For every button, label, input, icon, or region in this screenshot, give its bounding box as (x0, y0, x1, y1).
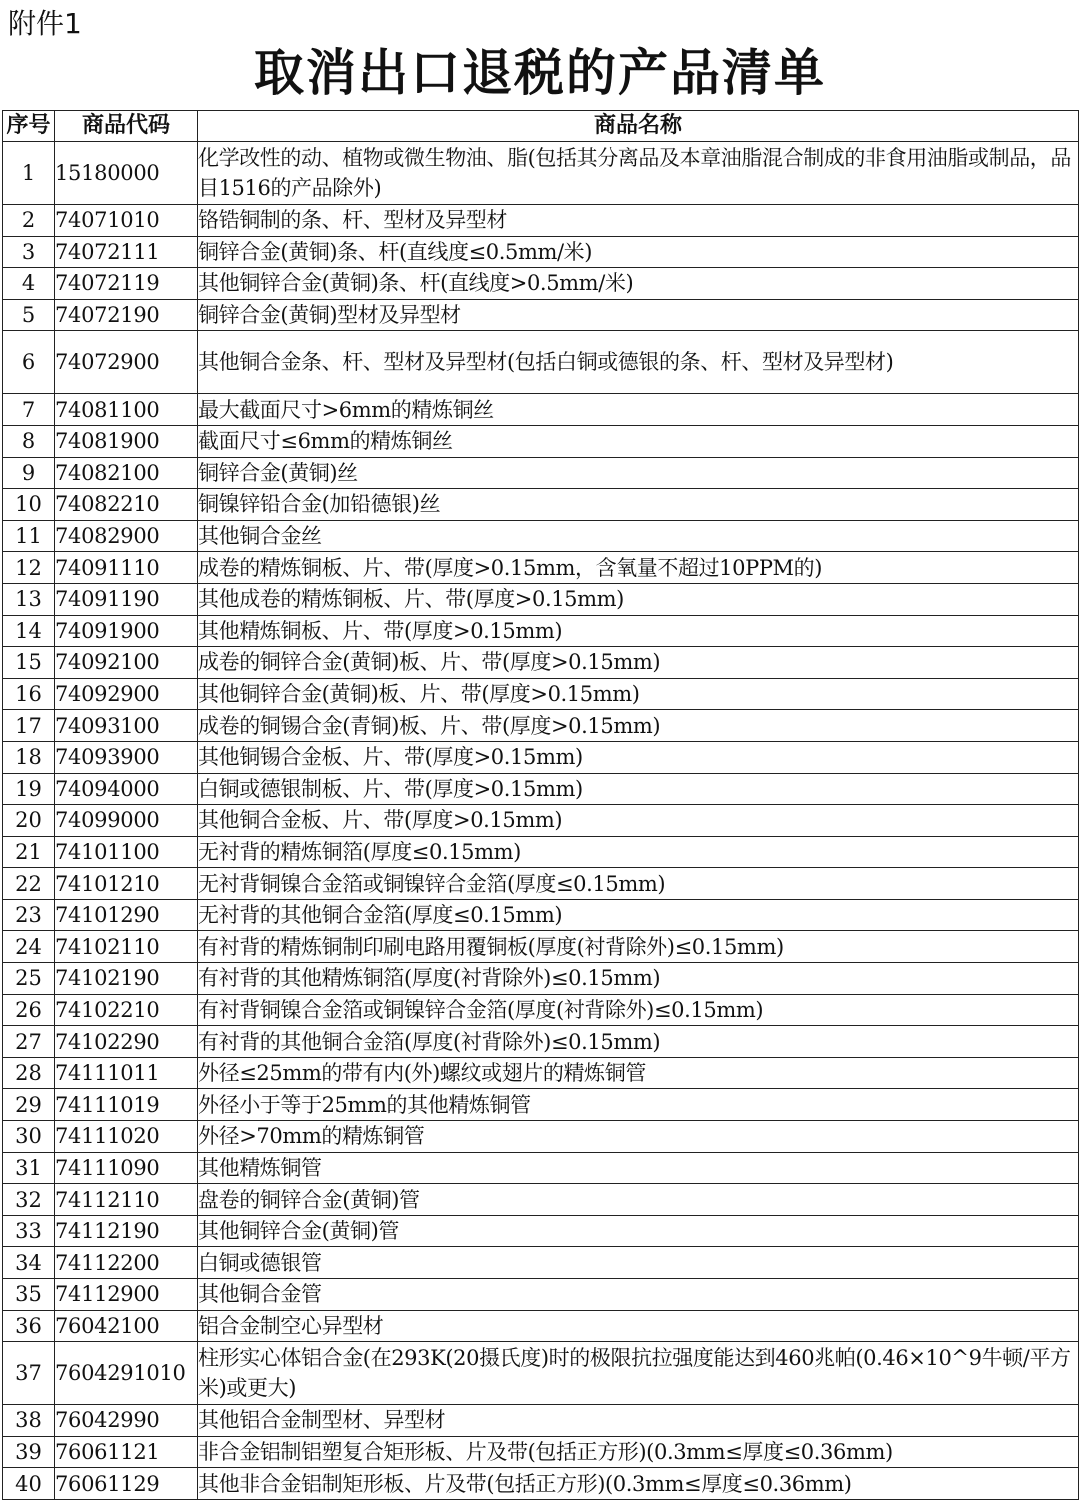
row-seq: 23 (3, 899, 55, 931)
row-code: 74112190 (55, 1215, 198, 1247)
row-name: 有衬背铜镍合金箔或铜镍锌合金箔(厚度(衬背除外)≤0.15mm) (198, 994, 1079, 1026)
table-row (3, 299, 1079, 331)
table-row (3, 236, 1079, 268)
row-name: 其他铜锌合金(黄铜)条、杆(直线度>0.5mm/米) (198, 268, 1079, 300)
row-seq: 2 (3, 205, 55, 237)
row-seq: 7 (3, 394, 55, 426)
row-code: 74102190 (55, 963, 198, 995)
table-row (3, 1121, 1079, 1153)
table-row (3, 1342, 1079, 1405)
row-name: 其他铜合金板、片、带(厚度>0.15mm) (198, 805, 1079, 837)
table-row (3, 520, 1079, 552)
row-code: 74112900 (55, 1279, 198, 1311)
row-code: 74072119 (55, 268, 198, 300)
row-seq: 18 (3, 741, 55, 773)
row-code: 74082210 (55, 489, 198, 521)
table-row (3, 583, 1079, 615)
row-name: 柱形实心体铝合金(在293K(20摄氏度)时的极限抗拉强度能达到460兆帕(0.46×10^9牛顿/平方米)或更大) (198, 1342, 1079, 1405)
row-name: 外径>70mm的精炼铜管 (198, 1121, 1079, 1153)
row-seq: 40 (3, 1468, 55, 1500)
row-code: 74081100 (55, 394, 198, 426)
row-code: 74092900 (55, 678, 198, 710)
attachment-label: 附件1 (8, 7, 82, 40)
row-seq: 34 (3, 1247, 55, 1279)
header-code: 商品代码 (55, 111, 198, 142)
row-seq: 5 (3, 299, 55, 331)
table-row (3, 678, 1079, 710)
table-row (3, 1468, 1079, 1500)
row-code: 74072190 (55, 299, 198, 331)
table-row (3, 425, 1079, 457)
row-seq: 22 (3, 868, 55, 900)
row-name: 铜锌合金(黄铜)型材及异型材 (198, 299, 1079, 331)
row-name: 铜锌合金(黄铜)丝 (198, 457, 1079, 489)
row-name: 其他非合金铝制矩形板、片及带(包括正方形)(0.3mm≤厚度≤0.36mm) (198, 1468, 1079, 1500)
row-code: 74094000 (55, 773, 198, 805)
row-code: 15180000 (55, 142, 198, 205)
row-code: 74102290 (55, 1026, 198, 1058)
row-code: 76061121 (55, 1436, 198, 1468)
table-row (3, 489, 1079, 521)
row-seq: 26 (3, 994, 55, 1026)
row-name: 白铜或德银管 (198, 1247, 1079, 1279)
row-code: 74102110 (55, 931, 198, 963)
row-seq: 15 (3, 647, 55, 679)
row-seq: 25 (3, 963, 55, 995)
row-name: 其他精炼铜板、片、带(厚度>0.15mm) (198, 615, 1079, 647)
table-row (3, 773, 1079, 805)
row-code: 74091900 (55, 615, 198, 647)
row-code: 7604291010 (55, 1342, 198, 1405)
row-seq: 4 (3, 268, 55, 300)
row-name: 无衬背的精炼铜箔(厚度≤0.15mm) (198, 836, 1079, 868)
row-name: 铜锌合金(黄铜)条、杆(直线度≤0.5mm/米) (198, 236, 1079, 268)
row-code: 74082100 (55, 457, 198, 489)
row-code: 74102210 (55, 994, 198, 1026)
row-code: 74093900 (55, 741, 198, 773)
row-name: 其他铜合金管 (198, 1279, 1079, 1311)
table-row (3, 1026, 1079, 1058)
row-seq: 20 (3, 805, 55, 837)
table-row (3, 741, 1079, 773)
row-seq: 19 (3, 773, 55, 805)
row-code: 74101290 (55, 899, 198, 931)
row-name: 铝合金制空心异型材 (198, 1310, 1079, 1342)
table-body (3, 142, 1079, 1500)
row-code: 74071010 (55, 205, 198, 237)
row-name: 铜镍锌铅合金(加铅德银)丝 (198, 489, 1079, 521)
row-seq: 6 (3, 331, 55, 394)
table-row (3, 805, 1079, 837)
row-seq: 13 (3, 583, 55, 615)
row-seq: 32 (3, 1184, 55, 1216)
row-name: 有衬背的其他精炼铜箔(厚度(衬背除外)≤0.15mm) (198, 963, 1079, 995)
row-name: 有衬背的其他铜合金箔(厚度(衬背除外)≤0.15mm) (198, 1026, 1079, 1058)
row-seq: 17 (3, 710, 55, 742)
table-row (3, 1310, 1079, 1342)
table-row (3, 331, 1079, 394)
row-code: 74112110 (55, 1184, 198, 1216)
table-row (3, 205, 1079, 237)
row-seq: 27 (3, 1026, 55, 1058)
row-code: 74111090 (55, 1152, 198, 1184)
row-code: 74082900 (55, 520, 198, 552)
row-code: 74112200 (55, 1247, 198, 1279)
row-name: 其他铜合金丝 (198, 520, 1079, 552)
row-name: 其他精炼铜管 (198, 1152, 1079, 1184)
row-seq: 14 (3, 615, 55, 647)
product-table (2, 110, 1079, 1500)
table-row (3, 1184, 1079, 1216)
row-name: 有衬背的精炼铜制印刷电路用覆铜板(厚度(衬背除外)≤0.15mm) (198, 931, 1079, 963)
row-seq: 30 (3, 1121, 55, 1153)
row-name: 其他铝合金制型材、异型材 (198, 1405, 1079, 1437)
row-code: 74072900 (55, 331, 198, 394)
table-row (3, 963, 1079, 995)
row-seq: 1 (3, 142, 55, 205)
row-seq: 39 (3, 1436, 55, 1468)
row-code: 76042990 (55, 1405, 198, 1437)
table-row (3, 1215, 1079, 1247)
row-seq: 16 (3, 678, 55, 710)
table-row (3, 457, 1079, 489)
table-row (3, 868, 1079, 900)
table-row (3, 994, 1079, 1026)
header-seq: 序号 (3, 111, 55, 142)
row-code: 74092100 (55, 647, 198, 679)
row-code: 76042100 (55, 1310, 198, 1342)
row-name: 盘卷的铜锌合金(黄铜)管 (198, 1184, 1079, 1216)
row-seq: 10 (3, 489, 55, 521)
header-name: 商品名称 (198, 111, 1079, 142)
table-header-row (3, 111, 1079, 142)
table-row (3, 1089, 1079, 1121)
table-row (3, 931, 1079, 963)
row-name: 白铜或德银制板、片、带(厚度>0.15mm) (198, 773, 1079, 805)
row-seq: 28 (3, 1057, 55, 1089)
row-name: 成卷的精炼铜板、片、带(厚度>0.15mm，含氧量不超过10PPM的) (198, 552, 1079, 584)
row-name: 外径≤25mm的带有内(外)螺纹或翅片的精炼铜管 (198, 1057, 1079, 1089)
table-row (3, 615, 1079, 647)
row-seq: 33 (3, 1215, 55, 1247)
row-name: 最大截面尺寸>6mm的精炼铜丝 (198, 394, 1079, 426)
row-code: 74072111 (55, 236, 198, 268)
row-seq: 24 (3, 931, 55, 963)
row-code: 74091110 (55, 552, 198, 584)
row-seq: 11 (3, 520, 55, 552)
row-name: 其他铜锡合金板、片、带(厚度>0.15mm) (198, 741, 1079, 773)
row-name: 截面尺寸≤6mm的精炼铜丝 (198, 425, 1079, 457)
row-name: 无衬背的其他铜合金箔(厚度≤0.15mm) (198, 899, 1079, 931)
table-row (3, 394, 1079, 426)
table-row (3, 836, 1079, 868)
row-name: 外径小于等于25mm的其他精炼铜管 (198, 1089, 1079, 1121)
table-row (3, 1279, 1079, 1311)
row-code: 74101100 (55, 836, 198, 868)
document-title: 取消出口退税的产品清单 (254, 44, 826, 102)
row-code: 74093100 (55, 710, 198, 742)
row-seq: 21 (3, 836, 55, 868)
table-row (3, 1436, 1079, 1468)
table-row (3, 1405, 1079, 1437)
row-code: 74099000 (55, 805, 198, 837)
row-name: 无衬背铜镍合金箔或铜镍锌合金箔(厚度≤0.15mm) (198, 868, 1079, 900)
row-code: 74101210 (55, 868, 198, 900)
row-seq: 8 (3, 425, 55, 457)
row-seq: 38 (3, 1405, 55, 1437)
row-name: 其他铜合金条、杆、型材及异型材(包括白铜或德银的条、杆、型材及异型材) (198, 331, 1079, 394)
table-row (3, 899, 1079, 931)
table-row (3, 552, 1079, 584)
table-row (3, 710, 1079, 742)
table-row (3, 1247, 1079, 1279)
row-code: 74111020 (55, 1121, 198, 1153)
row-name: 其他成卷的精炼铜板、片、带(厚度>0.15mm) (198, 583, 1079, 615)
row-code: 76061129 (55, 1468, 198, 1500)
row-name: 非合金铝制铝塑复合矩形板、片及带(包括正方形)(0.3mm≤厚度≤0.36mm) (198, 1436, 1079, 1468)
row-name: 成卷的铜锡合金(青铜)板、片、带(厚度>0.15mm) (198, 710, 1079, 742)
table-row (3, 1152, 1079, 1184)
table-row (3, 142, 1079, 205)
row-code: 74081900 (55, 425, 198, 457)
table-row (3, 647, 1079, 679)
row-name: 其他铜锌合金(黄铜)管 (198, 1215, 1079, 1247)
row-seq: 29 (3, 1089, 55, 1121)
row-seq: 37 (3, 1342, 55, 1405)
row-code: 74091190 (55, 583, 198, 615)
row-name: 成卷的铜锌合金(黄铜)板、片、带(厚度>0.15mm) (198, 647, 1079, 679)
row-name: 化学改性的动、植物或微生物油、脂(包括其分离品及本章油脂混合制成的非食用油脂或制品，品目1516的产品除外) (198, 142, 1079, 205)
row-seq: 35 (3, 1279, 55, 1311)
row-seq: 3 (3, 236, 55, 268)
row-seq: 36 (3, 1310, 55, 1342)
table-row (3, 268, 1079, 300)
row-code: 74111019 (55, 1089, 198, 1121)
row-seq: 12 (3, 552, 55, 584)
row-code: 74111011 (55, 1057, 198, 1089)
row-seq: 9 (3, 457, 55, 489)
row-name: 其他铜锌合金(黄铜)板、片、带(厚度>0.15mm) (198, 678, 1079, 710)
row-seq: 31 (3, 1152, 55, 1184)
row-name: 铬锆铜制的条、杆、型材及异型材 (198, 205, 1079, 237)
table-row (3, 1057, 1079, 1089)
